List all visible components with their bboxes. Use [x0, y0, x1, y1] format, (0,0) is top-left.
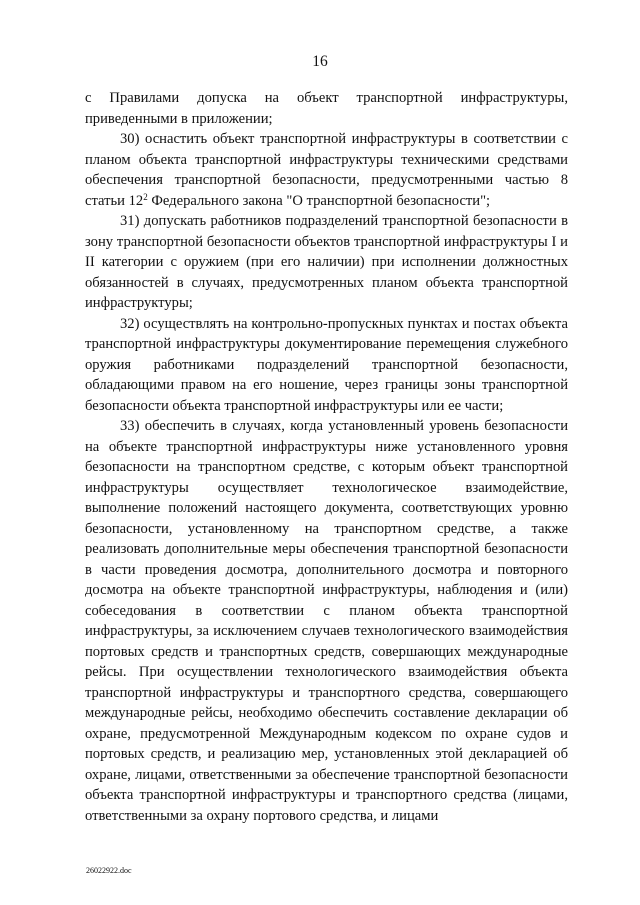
file-name-footer: 26022922.doc: [86, 866, 132, 875]
item-30-article: статьи 12: [85, 192, 144, 209]
item-30-text: 30) оснастить объект транспортной инфраструктуры в соответствии с планом объекта транспортной инфраструктуры техническими средствами обеспечения транспортной безопасности, предусмотренными частью 8: [85, 131, 568, 188]
document-body: [85, 88, 568, 826]
paragraph-continuation: с Правилами допуска на объект транспортной инфраструктуры, приведенными в приложении;: [85, 90, 568, 127]
paragraph-item-31: 31) допускать работников подразделений транспортной безопасности в зону транспортной безопасности объектов транспортной инфраструктуры I и II категории с оружием (при его наличии) при исполнении должностных обязанностей в случаях, предусмотренных планом объекта транспортной инфраструктуры;: [85, 213, 568, 311]
item-30-law: Федерального закона "О транспортной безопасности";: [147, 192, 491, 209]
paragraph-item-30: [85, 129, 568, 211]
paragraph-item-32: 32) осуществлять на контрольно-пропускных пунктах и постах объекта транспортной инфраструктуры документирование перемещения служебного оружия работниками подразделений транспортной безопасности, обладающими правом на его ношение, через границы зоны транспортной безопасности объекта транспортной инфраструктуры или ее части;: [85, 315, 568, 414]
page-number: 16: [312, 53, 328, 70]
paragraph-item-33: 33) обеспечить в случаях, когда установленный уровень безопасности на объекте транспортной инфраструктуры ниже установленного уровня безопасности на транспортном средстве, с которым объект транспортной инфраструктуры осуществляет технологическое взаимодействие, выполнение положений настоящего документа, соответствующих уровню безопасности, установленному на транспортном средстве, а также реализовать дополнительные меры обеспечения транспортной безопасности в части проведения досмотра, дополнительного досмотра и повторного досмотра на объекте транспортной инфраструктуры, наблюдения и (или) собеседования в соответствии с планом объекта транспортной инфраструктуры, за исключением случаев технологического взаимодействия портовых средств и транспортных средств, совершающих международные рейсы. При осуществлении технологического взаимодействия объекта транспортной инфраструктуры и транспортного средства, совершающего международные рейсы, необходимо обеспечить составление декларации об охране, предусмотренной Международным кодексом по охране судов и портовых средств, и реализацию мер, установленных этой декларацией об охране, лицами, ответственными за обеспечение транспортной безопасности объекта транспортной инфраструктуры и транспортного средства (лицами, ответственными за охрану портового средства, и лицами: [85, 418, 568, 824]
item-30-superscript: 2: [143, 191, 148, 202]
